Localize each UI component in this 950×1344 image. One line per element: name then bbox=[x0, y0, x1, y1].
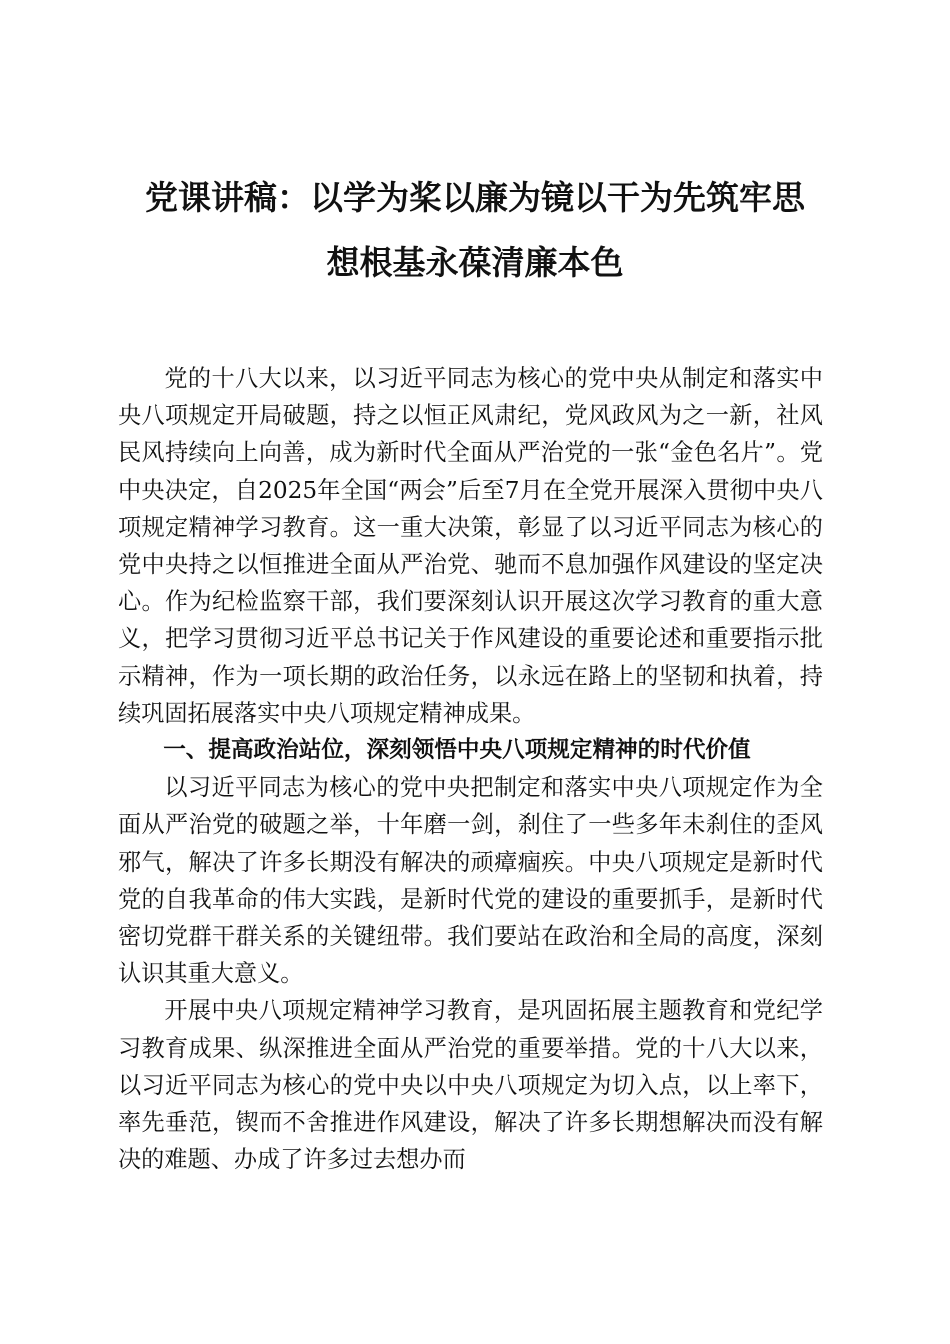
document-title bbox=[112, 165, 838, 295]
paragraph-intro: 党的十八大以来，以习近平同志为核心的党中央从制定和落实中央八项规定开局破题，持之以恒正风肃纪，党风政风为之一新，社风民风持续向上向善，成为新时代全面从严治党的一张“金色名片”。党中央决定，自2025年全国“两会”后至7月在全党开展深入贯彻中央八项规定精神学习教育。这一重大决策，彰显了以习近平同志为核心的党中央持之以恒推进全面从严治党、驰而不息加强作风建设的坚定决心。作为纪检监察干部，我们要深刻认识开展这次学习教育的重大意义，把学习贯彻习近平总书记关于作风建设的重要论述和重要指示批示精神，作为一项长期的政治任务，以永远在路上的坚韧和执着，持续巩固拓展落实中央八项规定精神成果。 bbox=[118, 365, 823, 727]
paragraph-section-1-a: 以习近平同志为核心的党中央把制定和落实中央八项规定作为全面从严治党的破题之举，十年磨一剑，刹住了一些多年未刹住的歪风邪气，解决了许多长期没有解决的顽瘴痼疾。中央八项规定是新时代党的自我革命的伟大实践，是新时代党的建设的重要抓手，是新时代密切党群干群关系的关键纽带。我们要站在政治和全局的高度，深刻认识其重大意义。 bbox=[118, 774, 823, 988]
title-line-1: 党课讲稿：以学为桨以廉为镜以干为先筑牢思 bbox=[145, 178, 805, 217]
paragraph-section-1-b: 开展中央八项规定精神学习教育，是巩固拓展主题教育和党纪学习教育成果、纵深推进全面从严治党的重要举措。党的十八大以来，以习近平同志为核心的党中央以中央八项规定为切入点，以上率下，率先垂范，锲而不舍推进作风建设，解决了许多长期想解决而没有解决的难题、办成了许多过去想办而 bbox=[118, 997, 823, 1174]
section-heading-1: 一、提高政治站位，深刻领悟中央八项规定精神的时代价值 bbox=[163, 737, 751, 764]
document-body bbox=[118, 360, 823, 1178]
title-line-2: 想根基永葆清廉本色 bbox=[326, 243, 624, 282]
